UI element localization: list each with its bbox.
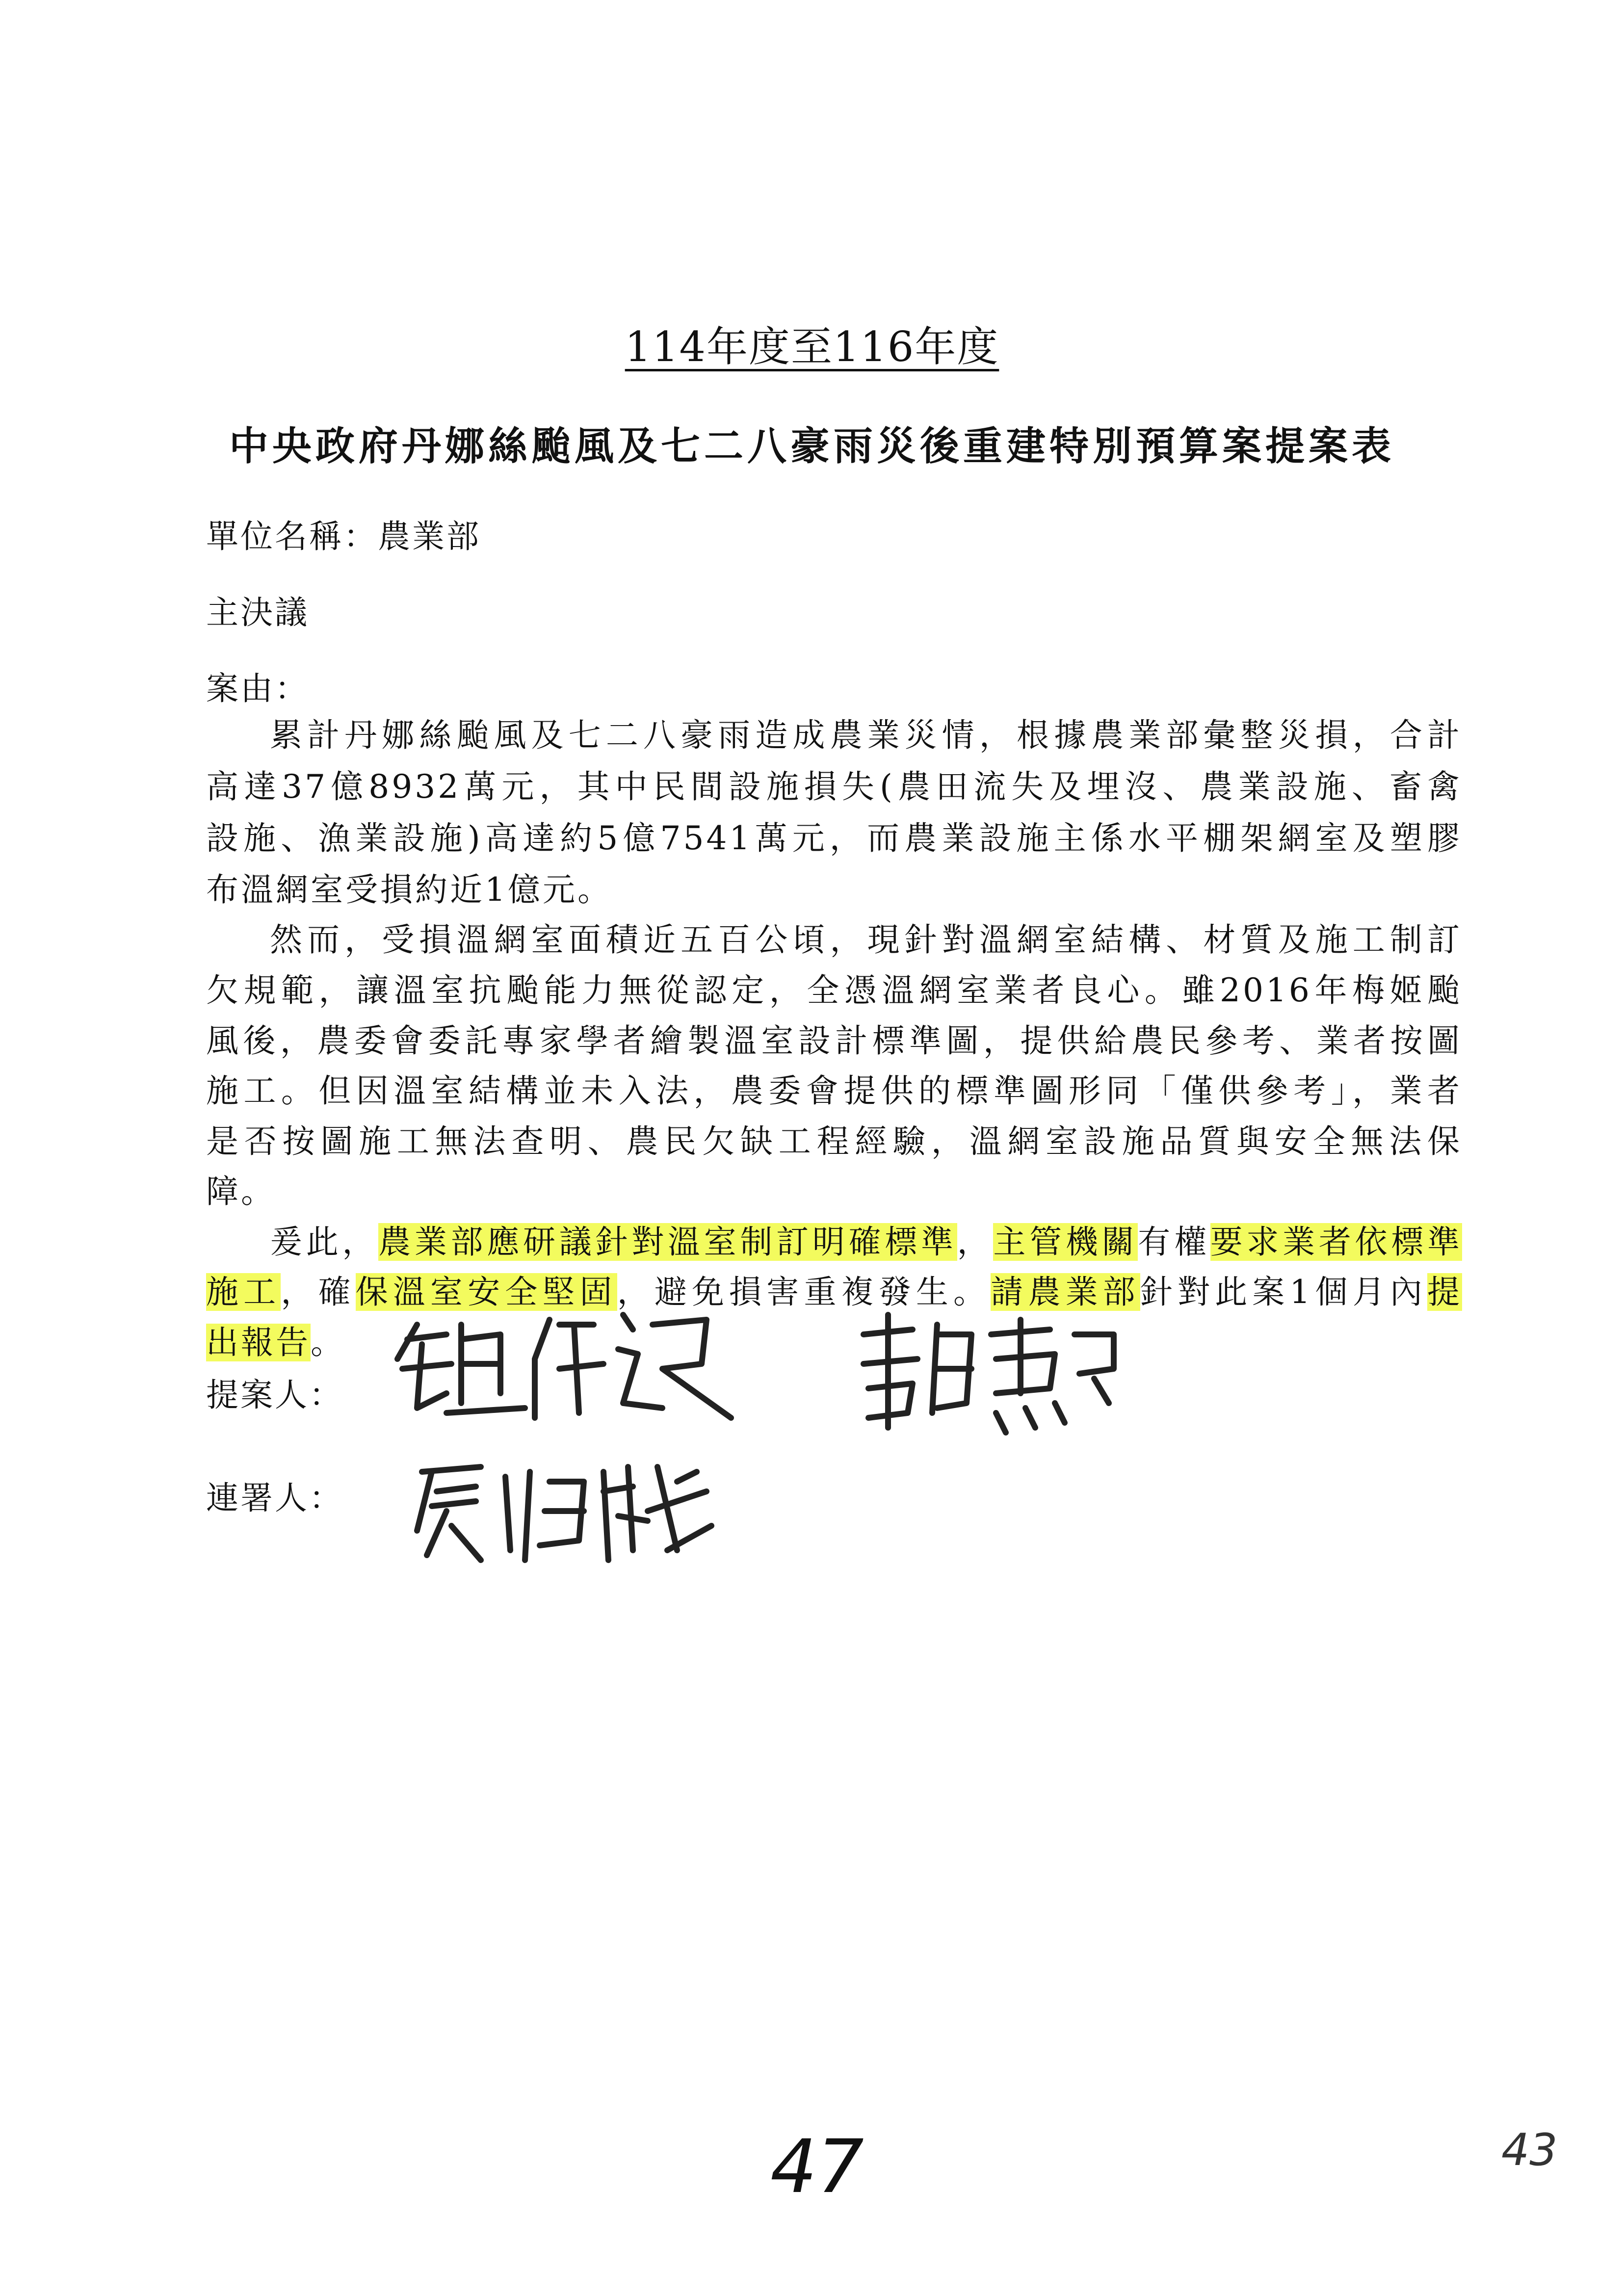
body-text: 高達37億8932萬元，其中民間設施損失(農田流失及埋沒、農業設施、畜禽 [206, 768, 1462, 806]
highlighted-text: 出報告 [206, 1324, 311, 1361]
body-text: 設施、漁業設施)高達約5億7541萬元，而農業設施主係水平棚架網室及塑膠 [206, 819, 1462, 857]
cosigner-label: 連署人： [206, 1479, 343, 1517]
body-text: 然而，受損溫網室面積近五百公頃，現針對溫網室結構、材質及施工制訂 [270, 921, 1462, 959]
body-text: 針對此案1個月內 [1140, 1273, 1428, 1311]
body-line [206, 709, 1462, 756]
body-text: ，確 [281, 1273, 356, 1311]
body-line [206, 1065, 1462, 1111]
proposer-label: 提案人： [206, 1376, 343, 1414]
corner-page-number: 43 [1501, 2124, 1558, 2176]
body-line [206, 812, 1462, 859]
highlighted-text: 要求業者依標準 [1210, 1223, 1462, 1261]
body-line [206, 1165, 1462, 1212]
body-text: 施工。但因溫室結構並未入法，農委會提供的標準圖形同「僅供參考」，業者 [206, 1072, 1462, 1110]
body-text: 累計丹娜絲颱風及七二八豪雨造成農業災情，根據農業部彙整災損，合計 [270, 716, 1462, 754]
body-text: 是否按圖施工無法查明、農民欠缺工程經驗，溫網室設施品質與安全無法保 [206, 1122, 1462, 1160]
signature-proposer-2 [849, 1305, 1124, 1442]
highlighted-text: 施工 [206, 1273, 281, 1311]
body-line [206, 1115, 1462, 1162]
body-line [206, 913, 1462, 960]
signature-cosigner [402, 1452, 716, 1570]
page-number: 47 [770, 2124, 864, 2210]
body-text: ，避免損害重複發生。 [617, 1273, 991, 1311]
main-decision: 主決議 [206, 594, 309, 631]
body-text: 布溫網室受損約近1億元。 [206, 871, 612, 909]
body-text: 障。 [206, 1173, 276, 1210]
highlighted-text: 提 [1427, 1273, 1463, 1311]
case-label: 案由： [206, 670, 309, 707]
unit-name: 單位名稱：農業部 [206, 518, 481, 555]
highlighted-text: 主管機關 [993, 1223, 1138, 1261]
body-text: 有權 [1138, 1223, 1210, 1261]
document-title-years: 114年度至116年度 [625, 323, 999, 371]
highlighted-text: 保溫室安全堅固 [355, 1273, 617, 1311]
body-line [206, 1015, 1462, 1061]
highlighted-text: 請農業部 [991, 1273, 1140, 1311]
highlighted-text: 農業部應研議針對溫室制訂明確標準 [378, 1223, 957, 1261]
body-line [206, 1216, 1462, 1262]
body-line [206, 863, 1462, 910]
body-text: 欠規範，讓溫室抗颱能力無從認定，全憑溫網室業者良心。雖2016年梅姬颱 [206, 971, 1462, 1009]
body-line [206, 964, 1462, 1011]
body-text: 爰此， [270, 1223, 379, 1261]
body-text: 風後，農委會委託專家學者繪製溫室設計標準圖，提供給農民參考、業者按圖 [206, 1022, 1462, 1060]
document-title: 中央政府丹娜絲颱風及七二八豪雨災後重建特別預算案提案表 [229, 423, 1395, 469]
body-line [206, 760, 1462, 807]
body-text: 。 [311, 1324, 345, 1361]
body-text: ， [957, 1223, 994, 1261]
signature-proposer-1 [388, 1295, 741, 1433]
